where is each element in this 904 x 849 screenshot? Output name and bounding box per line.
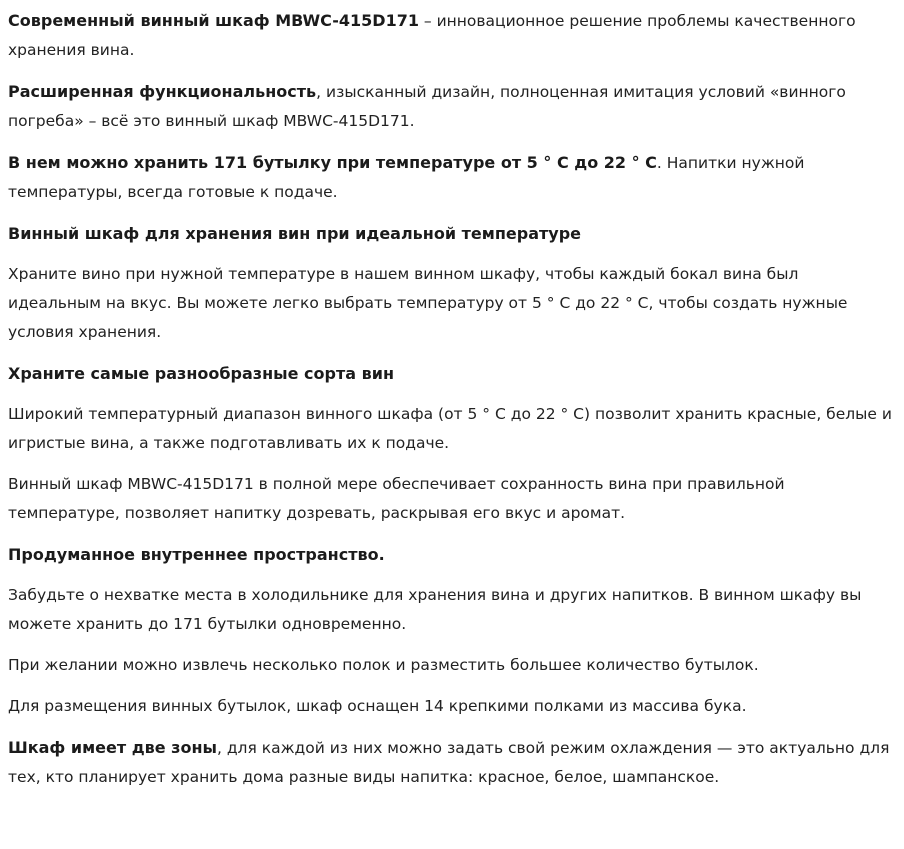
functionality-text: , изысканный дизайн, полноценная имитация условий «винного погреба» – всё это винный шкаф MBWC-415D171. xyxy=(8,83,846,130)
ideal-temperature-paragraph: Храните вино при нужной температуре в нашем винном шкафу, чтобы каждый бокал вина был идеальным на вкус. Вы можете легко выбрать температуру от 5 ° С до 22 ° С, чтобы создать нужные условия хранения. xyxy=(8,265,848,341)
zones-paragraph xyxy=(8,733,896,792)
wine-varieties-paragraph: Широкий температурный диапазон винного шкафа (от 5 ° С до 22 ° С) позволит хранить красные, белые и игристые вина, а также подготавливать их к подаче. xyxy=(8,405,892,452)
space-paragraph: Забудьте о нехватке места в холодильнике для хранения вина и других напитков. В винном шкафу вы можете хранить до 171 бутылки одновременно. xyxy=(8,586,862,633)
capacity-strong: В нем можно хранить 171 бутылку при температуре от 5 ° С до 22 ° С xyxy=(8,153,657,172)
functionality-strong: Расширенная функциональность xyxy=(8,82,317,101)
preservation-paragraph: Винный шкаф MBWC-415D171 в полной мере обеспечивает сохранность вина при правильной температуре, позволяет напитку дозревать, раскрывая его вкус и аромат. xyxy=(8,475,785,522)
intro-strong: Современный винный шкаф MBWC-415D171 xyxy=(8,11,419,30)
zones-strong: Шкаф имеет две зоны xyxy=(8,738,217,757)
heading-interior-space: Продуманное внутреннее пространство. xyxy=(8,545,385,564)
functionality-paragraph xyxy=(8,77,896,136)
heading-wine-varieties: Храните самые разнообразные сорта вин xyxy=(8,364,395,383)
shelves-removal-paragraph: При желании можно извлечь несколько полок и разместить большее количество бутылок. xyxy=(8,656,759,674)
intro-text: – инновационное решение проблемы качественного хранения вина. xyxy=(8,12,856,59)
capacity-text: . Напитки нужной температуры, всегда готовые к подаче. xyxy=(8,154,805,201)
intro-paragraph xyxy=(8,6,896,65)
shelves-paragraph: Для размещения винных бутылок, шкаф оснащен 14 крепкими полками из массива бука. xyxy=(8,697,747,715)
capacity-paragraph xyxy=(8,148,896,207)
heading-ideal-temperature: Винный шкаф для хранения вин при идеальной температуре xyxy=(8,224,581,243)
zones-text: , для каждой из них можно задать свой режим охлаждения — это актуально для тех, кто планирует хранить дома разные виды напитка: красное, белое, шампанское. xyxy=(8,739,890,786)
